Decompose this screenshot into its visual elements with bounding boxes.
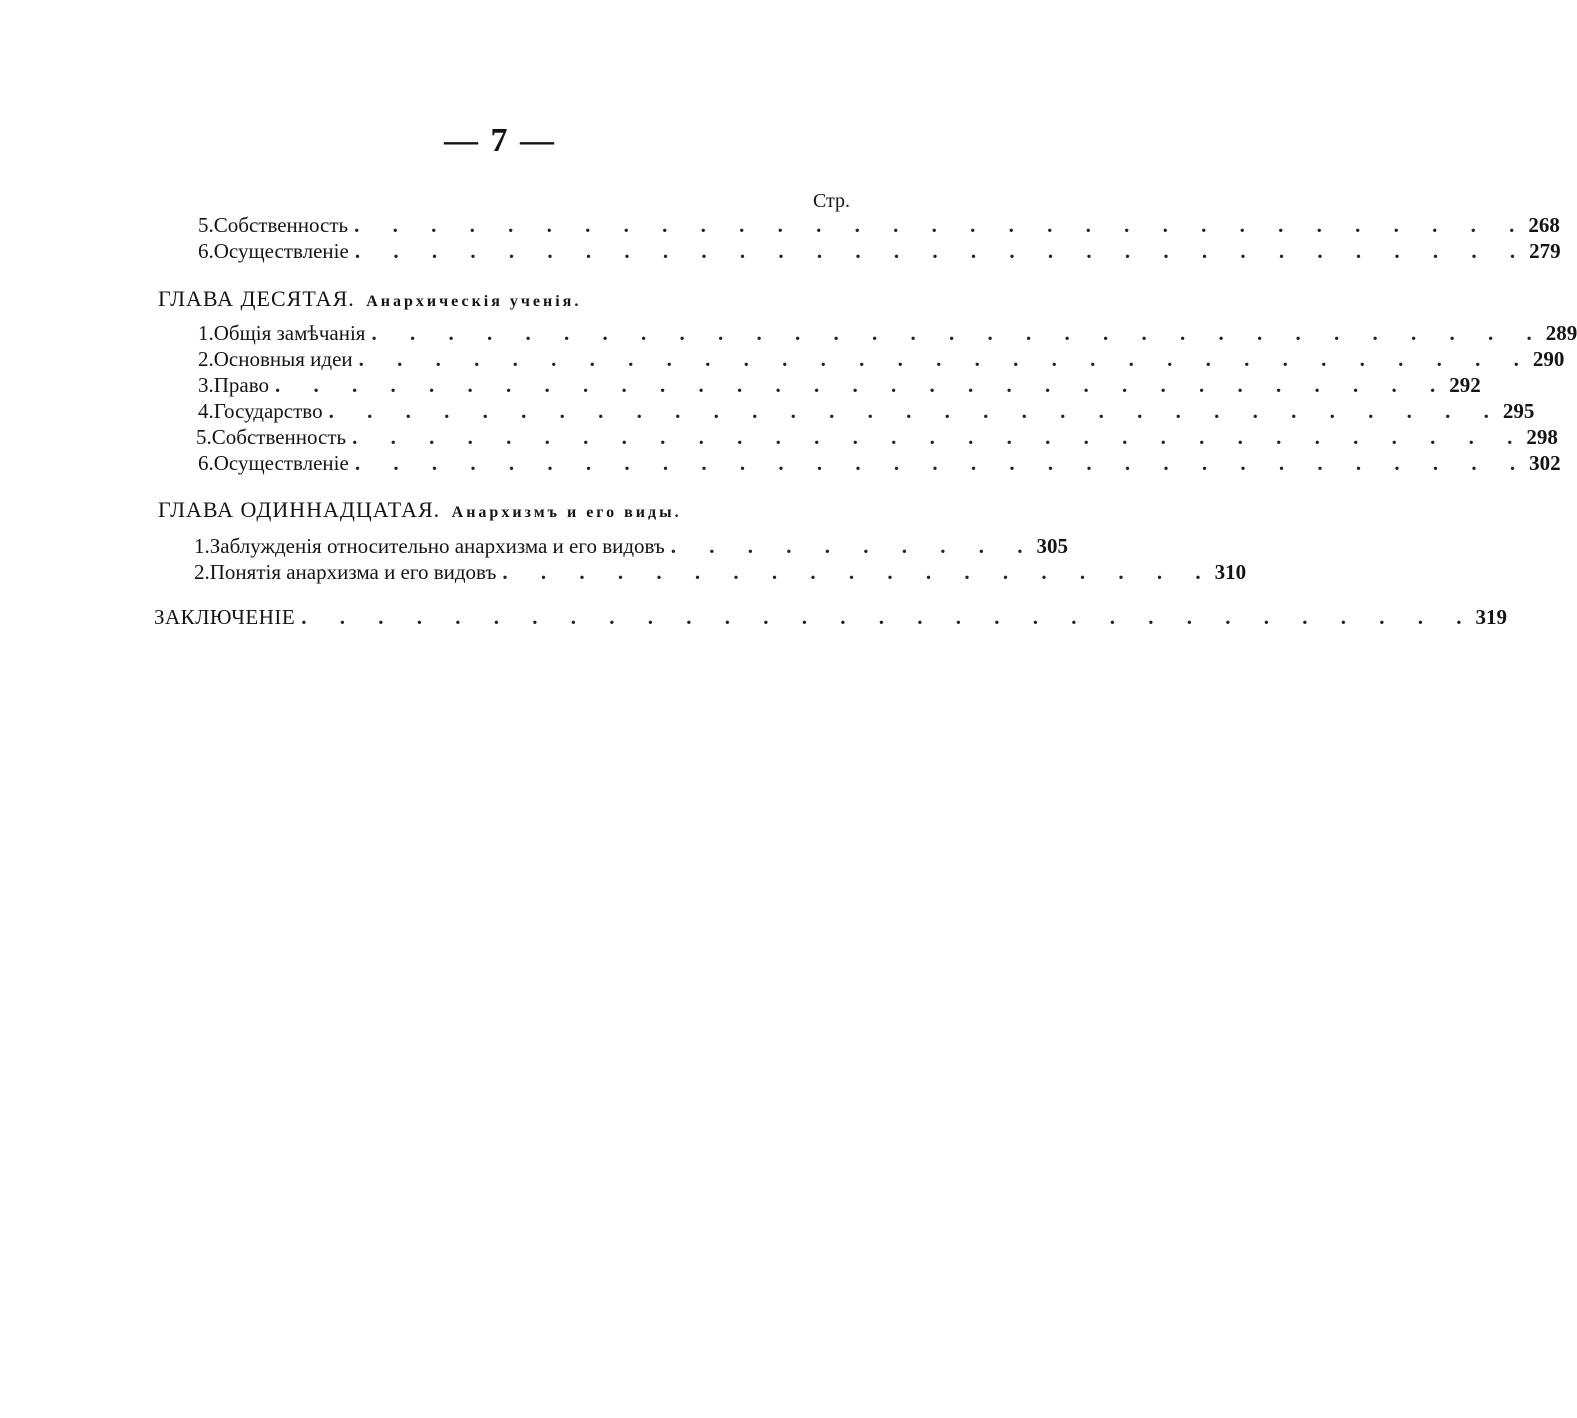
entry-page-number: 310 [1214,560,1247,584]
dot-leader: . . . . . . . . . . . . . . . . . . . . . . . . . . . . . . . [352,425,1527,449]
dot-leader: . . . . . . . . . . . . . . . . . . . [502,560,1215,584]
dot-leader: . . . . . . . . . . . . . . . . . . . . . . . . . . . . . . . [328,399,1503,423]
entry-number: 4. [198,399,214,423]
entry-title: Право [213,373,270,397]
dot-leader: . . . . . . . . . . [670,534,1037,558]
entry-title: Осуществленіе [213,451,349,475]
entry-title: Заблужденія относительно анархизма и его видовъ [209,534,665,558]
chapter-subtitle: Анархическія ученія. [366,293,582,310]
dot-leader: . . . . . . . . . . . . . . . . . . . . . . . . . . . . . . . [358,347,1533,371]
chapter-subtitle: Анархизмъ и его виды. [451,504,682,521]
page-number: — 7 — [444,122,556,159]
toc-entry[interactable] [198,238,1561,264]
dot-leader: . . . . . . . . . . . . . . . . . . . . . . . . . . . . . . . [275,373,1450,397]
dot-leader: . . . . . . . . . . . . . . . . . . . . . . . . . . . . . . . [371,321,1546,345]
chapter-heading [158,495,682,525]
toc-entry[interactable] [198,320,1577,346]
entry-number: 5. [196,425,212,449]
toc-entry-conclusion[interactable] [154,604,1507,630]
entry-number: 1. [194,534,210,558]
entry-page-number: 302 [1529,451,1561,475]
entry-number: 2. [194,560,210,584]
entry-title: Осуществленіе [213,239,349,263]
page-column-label: Стр. [812,190,850,212]
entry-title: Собственность [213,213,349,237]
entry-page-number: 289 [1545,321,1577,345]
entry-page-number: 268 [1528,213,1560,237]
entry-number: 6. [198,451,214,475]
toc-entry[interactable] [194,559,1247,585]
entry-page-number: 279 [1529,239,1561,263]
entry-page-number: 292 [1449,373,1481,397]
entry-title: Понятія анархизма и его видовъ [209,560,497,584]
dot-leader: . . . . . . . . . . . . . . . . . . . . . . . . . . . . . . . [354,213,1529,237]
toc-entry[interactable] [198,346,1565,372]
entry-title: Собственность [211,425,347,449]
toc-entry[interactable] [198,212,1560,238]
toc-entry[interactable] [194,533,1069,559]
dot-leader: . . . . . . . . . . . . . . . . . . . . . . . . . . . . . . . [354,451,1530,475]
entry-page-number: 298 [1526,425,1558,449]
toc-entry[interactable] [198,450,1561,476]
toc-entry[interactable] [198,398,1535,424]
entry-number: 1. [198,321,214,345]
chapter-label: ГЛАВА ОДИННАДЦАТАЯ. [158,497,441,522]
chapter-heading [158,284,581,314]
entry-title: Общія замѣчанія [213,321,366,345]
entry-page-number: 295 [1502,399,1535,423]
entry-title: Основныя идеи [213,347,353,371]
dot-leader: . . . . . . . . . . . . . . . . . . . . . . . . . . . . . . . [301,605,1476,629]
entry-page-number: 319 [1475,605,1507,629]
entry-number: 3. [198,373,214,397]
entry-page-number: 305 [1036,534,1069,558]
entry-title: Государство [213,399,323,423]
entry-title: ЗАКЛЮЧЕНІЕ [154,605,296,629]
entry-number: 6. [198,239,214,263]
entry-page-number: 290 [1532,347,1565,371]
toc-entry[interactable] [198,372,1481,398]
dot-leader: . . . . . . . . . . . . . . . . . . . . . . . . . . . . . . . [354,239,1530,263]
entry-number: 2. [198,347,214,371]
toc-entry[interactable] [196,424,1558,450]
entry-number: 5. [198,213,214,237]
chapter-label: ГЛАВА ДЕСЯТАЯ. [158,286,355,311]
